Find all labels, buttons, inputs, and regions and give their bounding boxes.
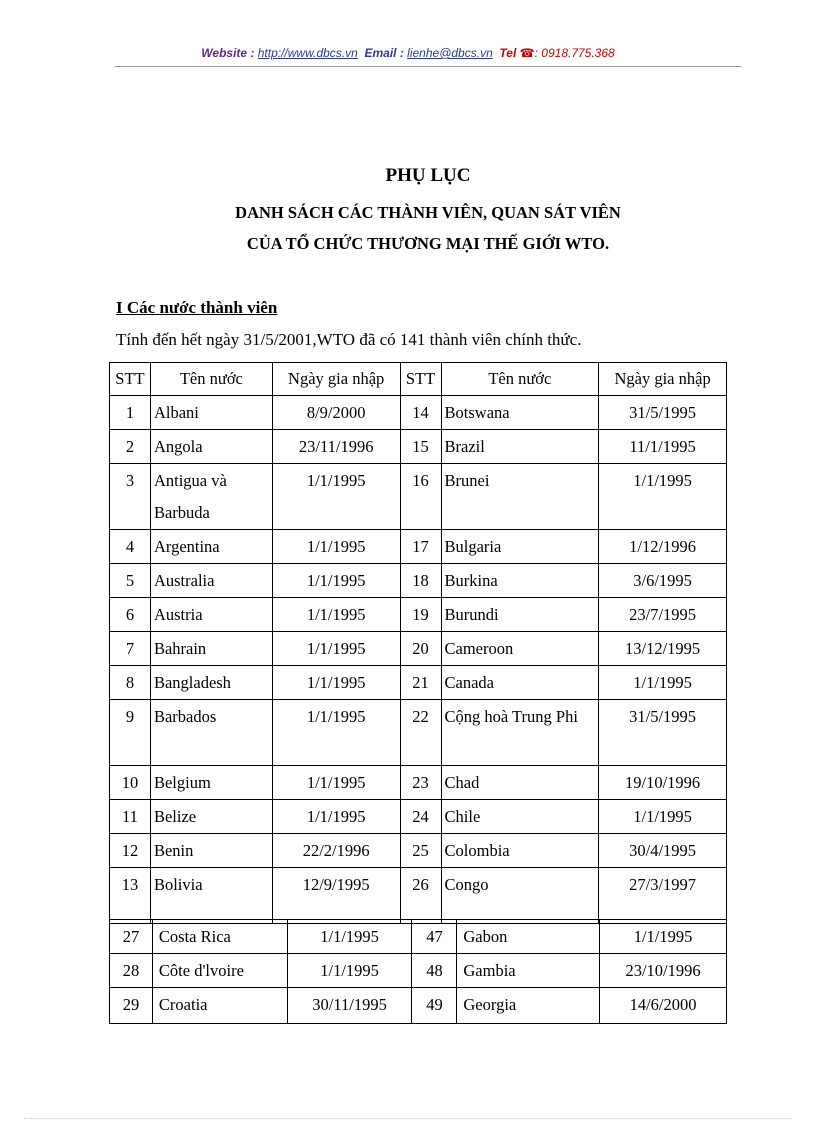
page-title: PHỤ LỤC [385, 165, 471, 186]
table-row [110, 868, 727, 924]
join-date-cell: 1/1/1995 [272, 632, 400, 666]
table-row [110, 598, 727, 632]
website-label: Website : [201, 46, 255, 60]
country-cell: Benin [150, 834, 272, 868]
country-cell: Burundi [441, 598, 599, 632]
join-date-cell: 14/6/2000 [600, 988, 727, 1024]
page-subtitle-line1: DANH SÁCH CÁC THÀNH VIÊN, QUAN SÁT VIÊN [235, 203, 621, 222]
join-date-cell: 1/1/1995 [272, 766, 400, 800]
table-row [110, 834, 727, 868]
stt-cell: 7 [110, 632, 151, 666]
country-cell: Bulgaria [441, 530, 599, 564]
country-cell: Canada [441, 666, 599, 700]
join-date-cell: 1/1/1995 [272, 800, 400, 834]
stt-cell: 18 [400, 564, 441, 598]
join-date-cell: 31/5/1995 [599, 700, 727, 766]
join-date-cell: 30/4/1995 [599, 834, 727, 868]
stt-cell: 15 [400, 430, 441, 464]
column-header: STT [400, 363, 441, 396]
join-date-cell: 13/12/1995 [599, 632, 727, 666]
column-header: Ngày gia nhập [599, 363, 727, 396]
column-header: Tên nước [441, 363, 599, 396]
join-date-cell: 1/1/1995 [272, 700, 400, 766]
stt-cell: 2 [110, 430, 151, 464]
stt-cell: 26 [400, 868, 441, 924]
stt-cell: 24 [400, 800, 441, 834]
country-cell: Barbados [150, 700, 272, 766]
table-row [110, 920, 727, 954]
tel-label: Tel [499, 46, 517, 60]
join-date-cell: 1/1/1995 [272, 666, 400, 700]
country-cell: Costa Rica [152, 920, 287, 954]
country-cell: Belgium [150, 766, 272, 800]
column-header: STT [110, 363, 151, 396]
email-separator: : [399, 46, 404, 60]
country-cell: Chad [441, 766, 599, 800]
table-row [110, 564, 727, 598]
table-row [110, 464, 727, 530]
join-date-cell: 1/1/1995 [272, 598, 400, 632]
email-label: Email [364, 46, 397, 60]
page-subtitle-line2: CỦA TỔ CHỨC THƯƠNG MẠI THẾ GIỚI WTO. [246, 234, 610, 253]
stt-cell: 20 [400, 632, 441, 666]
table-row [110, 632, 727, 666]
country-cell: Georgia [457, 988, 600, 1024]
join-date-cell: 27/3/1997 [599, 868, 727, 924]
country-cell: Bangladesh [150, 666, 272, 700]
stt-cell: 8 [110, 666, 151, 700]
join-date-cell: 22/2/1996 [272, 834, 400, 868]
table-row [110, 530, 727, 564]
country-cell: Brunei [441, 464, 599, 530]
country-cell: Albani [150, 396, 272, 430]
country-cell: Gambia [457, 954, 600, 988]
stt-cell: 47 [412, 920, 457, 954]
join-date-cell: 1/1/1995 [600, 920, 727, 954]
stt-cell: 16 [400, 464, 441, 530]
join-date-cell: 31/5/1995 [599, 396, 727, 430]
table-row [110, 766, 727, 800]
stt-cell: 14 [400, 396, 441, 430]
stt-cell: 21 [400, 666, 441, 700]
country-cell: Botswana [441, 396, 599, 430]
country-cell: Belize [150, 800, 272, 834]
join-date-cell: 12/9/1995 [272, 868, 400, 924]
join-date-cell: 23/11/1996 [272, 430, 400, 464]
email-link[interactable]: lienhe@dbcs.vn [407, 46, 493, 60]
section-intro: Tính đến hết ngày 31/5/2001,WTO đã có 141 thành viên chính thức. [116, 330, 582, 349]
table-row [110, 800, 727, 834]
join-date-cell: 1/1/1995 [599, 800, 727, 834]
stt-cell: 6 [110, 598, 151, 632]
tel-number: : 0918.775.368 [534, 46, 615, 60]
stt-cell: 17 [400, 530, 441, 564]
join-date-cell: 1/1/1995 [272, 530, 400, 564]
stt-cell: 11 [110, 800, 151, 834]
stt-cell: 3 [110, 464, 151, 530]
join-date-cell: 3/6/1995 [599, 564, 727, 598]
stt-cell: 13 [110, 868, 151, 924]
section-heading: I Các nước thành viên [116, 298, 278, 317]
table-row [110, 988, 727, 1024]
join-date-cell: 30/11/1995 [287, 988, 412, 1024]
country-cell: Colombia [441, 834, 599, 868]
join-date-cell: 19/10/1996 [599, 766, 727, 800]
country-cell: Congo [441, 868, 599, 924]
stt-cell: 23 [400, 766, 441, 800]
join-date-cell: 23/10/1996 [600, 954, 727, 988]
stt-cell: 25 [400, 834, 441, 868]
country-cell: Brazil [441, 430, 599, 464]
join-date-cell: 1/1/1995 [272, 564, 400, 598]
join-date-cell: 11/1/1995 [599, 430, 727, 464]
stt-cell: 9 [110, 700, 151, 766]
country-cell: Gabon [457, 920, 600, 954]
country-cell: Côte d'lvoire [152, 954, 287, 988]
table-row [110, 666, 727, 700]
join-date-cell: 1/1/1995 [599, 666, 727, 700]
members-table [109, 362, 727, 924]
members-table-continued [109, 919, 727, 1024]
country-cell: Australia [150, 564, 272, 598]
join-date-cell: 23/7/1995 [599, 598, 727, 632]
join-date-cell: 1/1/1995 [272, 464, 400, 530]
stt-cell: 12 [110, 834, 151, 868]
column-header: Tên nước [150, 363, 272, 396]
header-rule [115, 66, 741, 67]
stt-cell: 48 [412, 954, 457, 988]
country-cell: Bahrain [150, 632, 272, 666]
country-cell: Croatia [152, 988, 287, 1024]
join-date-cell: 1/12/1996 [599, 530, 727, 564]
phone-icon: ☎ [519, 46, 535, 60]
column-header: Ngày gia nhập [272, 363, 400, 396]
stt-cell: 29 [110, 988, 153, 1024]
join-date-cell: 1/1/1995 [599, 464, 727, 530]
website-link[interactable]: http://www.dbcs.vn [257, 46, 358, 60]
table-row [110, 700, 727, 766]
stt-cell: 22 [400, 700, 441, 766]
country-cell: Angola [150, 430, 272, 464]
country-cell: Austria [150, 598, 272, 632]
stt-cell: 10 [110, 766, 151, 800]
country-cell: Chile [441, 800, 599, 834]
join-date-cell: 1/1/1995 [287, 920, 412, 954]
country-cell: Argentina [150, 530, 272, 564]
country-cell: Antigua và Barbuda [150, 464, 272, 530]
table-header-row [110, 363, 727, 396]
table-row [110, 396, 727, 430]
stt-cell: 49 [412, 988, 457, 1024]
country-cell: Cộng hoà Trung Phi [441, 700, 599, 766]
country-cell: Bolivia [150, 868, 272, 924]
stt-cell: 28 [110, 954, 153, 988]
join-date-cell: 8/9/2000 [272, 396, 400, 430]
country-cell: Cameroon [441, 632, 599, 666]
stt-cell: 4 [110, 530, 151, 564]
table-row [110, 954, 727, 988]
stt-cell: 27 [110, 920, 153, 954]
stt-cell: 19 [400, 598, 441, 632]
stt-cell: 5 [110, 564, 151, 598]
table-row [110, 430, 727, 464]
footer-rule [24, 1118, 792, 1119]
join-date-cell: 1/1/1995 [287, 954, 412, 988]
page-header [0, 46, 816, 60]
stt-cell: 1 [110, 396, 151, 430]
country-cell: Burkina [441, 564, 599, 598]
